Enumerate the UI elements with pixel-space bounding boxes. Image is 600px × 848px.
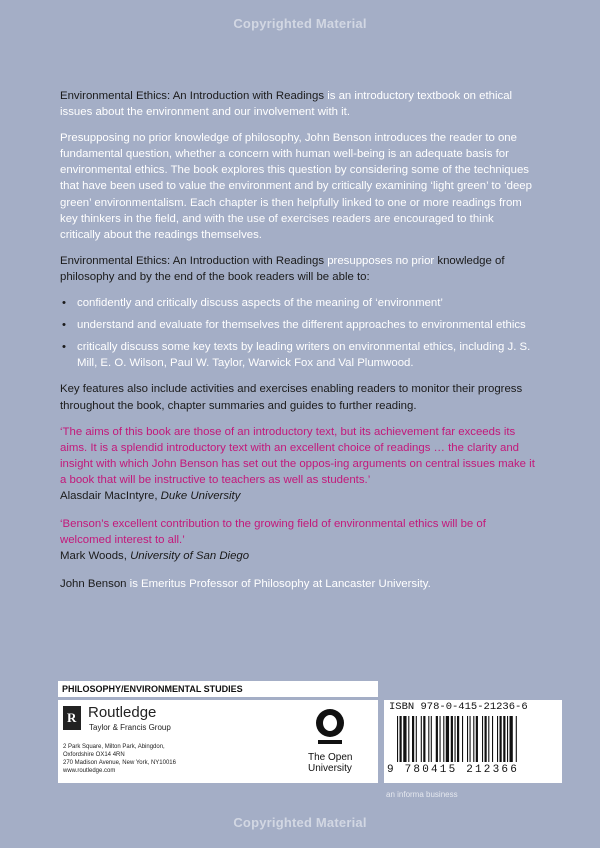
isbn-number: ISBN 978-0-415-21236-6 [389,701,528,713]
outcomes-paragraph [60,253,535,285]
outcomes-text: knowledge of philosophy and by the end of the book readers will be able to: [60,254,505,283]
barcode-bar [462,716,463,762]
ou-line: The Open [308,752,353,763]
list-item: • critically discuss some key texts by leading writers on environmental ethics, including J. S. Mill, E. O. Wilson, Paul W. Taylor, Warwick Fox and Val Plumwood. [60,339,535,371]
barcode-bar [443,716,444,762]
barcode-bar [485,716,487,762]
description-paragraph: Presupposing no prior knowledge of philosophy, John Benson introduces the reader to one fundamental question, whether a concern with human well-being is an adequate basis for environmental ethics. The book explores this question by considering some of the techniques that have been used to value the environment and by critically examining ‘light green’ to ‘deep green’ environmentalism. Each chapter is then helpfully linked to one or more readings from key thinkers in the field, and with the use of exercises readers are encouraged to think critically about the readings themselves. [60,132,532,241]
quote-affiliation: Duke University [160,489,241,502]
intro-text: is an introductory textbook on ethical issues about the environment and our involvement with it. [60,90,513,119]
isbn-box [384,700,562,783]
routledge-logo-icon [63,706,81,730]
author-bio-text: is Emeritus Professor of Philosophy at Lancaster University. [126,578,431,591]
barcode-bar [476,716,478,762]
quote-affiliation: University of San Diego [130,550,250,563]
publisher-group: Taylor & Francis Group [89,723,171,732]
author-name: John Benson [60,578,127,591]
barcode-bar [436,716,438,762]
back-cover-text [60,88,535,602]
barcode-bar [451,716,453,762]
intro-paragraph [60,88,535,120]
barcode-bar [397,716,398,762]
book-title-2: Environmental Ethics: An Introduction with Readings [60,254,325,267]
address-line: 2 Park Square, Milton Park, Abingdon, [63,744,165,750]
review-quote-2 [60,516,535,564]
barcode-bar [431,716,432,762]
barcode-bar [473,716,474,762]
barcode-bar [503,716,505,762]
quote-text: ‘The aims of this book are those of an introductory text, but its achievement far exceeds its aims. It is a splendid introductory text with an excellent choice of readings … the clarity and insight with which John Benson has set out the oppos-ing arguments on central issues make it a book that will be instructive to teachers as well as students.’ [60,425,535,486]
barcode-bar [482,716,483,762]
barcode-bar [457,716,459,762]
barcode-bar [400,716,402,762]
barcode-bar [507,716,508,762]
review-quote-1 [60,424,535,504]
list-item: • confidently and critically discuss aspects of the meaning of ‘environment’ [60,295,535,311]
author-bio [60,576,535,592]
quote-text: ‘Benson’s excellent contribution to the growing field of environmental ethics will be of welcomed interest to all.’ [60,518,486,547]
quote-author: Mark Woods, [60,550,131,563]
open-university-name [308,752,352,774]
barcode-bar [516,716,517,762]
barcode-bar [488,716,489,762]
quote-author: Alasdair MacIntyre, [60,489,161,502]
barcode-bar [412,716,414,762]
barcode-digits-text: 9 780415 212366 [387,764,520,776]
cover-footer [58,681,562,783]
address-line: Oxfordshire OX14 4RN [63,752,125,758]
publisher-box [58,700,378,783]
subject-category: PHILOSOPHY/ENVIRONMENTAL STUDIES [58,681,378,697]
barcode-bar [408,716,409,762]
open-university-logo-icon [312,708,348,748]
quote-attribution [60,548,535,564]
barcode-bar [428,716,429,762]
quote-attribution [60,488,535,504]
barcode-bar [492,716,493,762]
outcomes-list [60,295,535,371]
barcode-bar [455,716,456,762]
watermark-bottom: Copyrighted Material [233,815,367,830]
barcode-bar [421,716,422,762]
informa-tagline: an informa business [386,790,458,799]
book-title: Environmental Ethics: An Introduction with Readings [60,90,325,102]
address-line: 270 Madison Avenue, New York, NY10016 [63,760,176,766]
publisher-address [63,743,176,775]
key-features-paragraph: Key features also include activities and exercises enabling readers to monitor their progress throughout the book, chapter summaries and guides to further reading. [60,383,523,412]
barcode-bar [423,716,425,762]
barcode-icon [389,716,557,764]
barcode-bar [416,716,417,762]
barcode-bar [510,716,513,762]
barcode-bar [467,716,468,762]
barcode-bar [403,716,406,762]
outcomes-text-white: presupposes no prior [324,254,435,267]
barcode-bar [500,716,502,762]
ou-line: University [308,763,352,774]
barcode-bar [497,716,498,762]
barcode-bar [440,716,441,762]
address-line: www.routledge.com [63,768,116,774]
watermark-top: Copyrighted Material [233,16,367,31]
barcode-bar [470,716,471,762]
barcode-bar [446,716,449,762]
publisher-name: Routledge [88,704,157,721]
list-item: • understand and evaluate for themselves the different approaches to environmental ethics [60,317,535,333]
